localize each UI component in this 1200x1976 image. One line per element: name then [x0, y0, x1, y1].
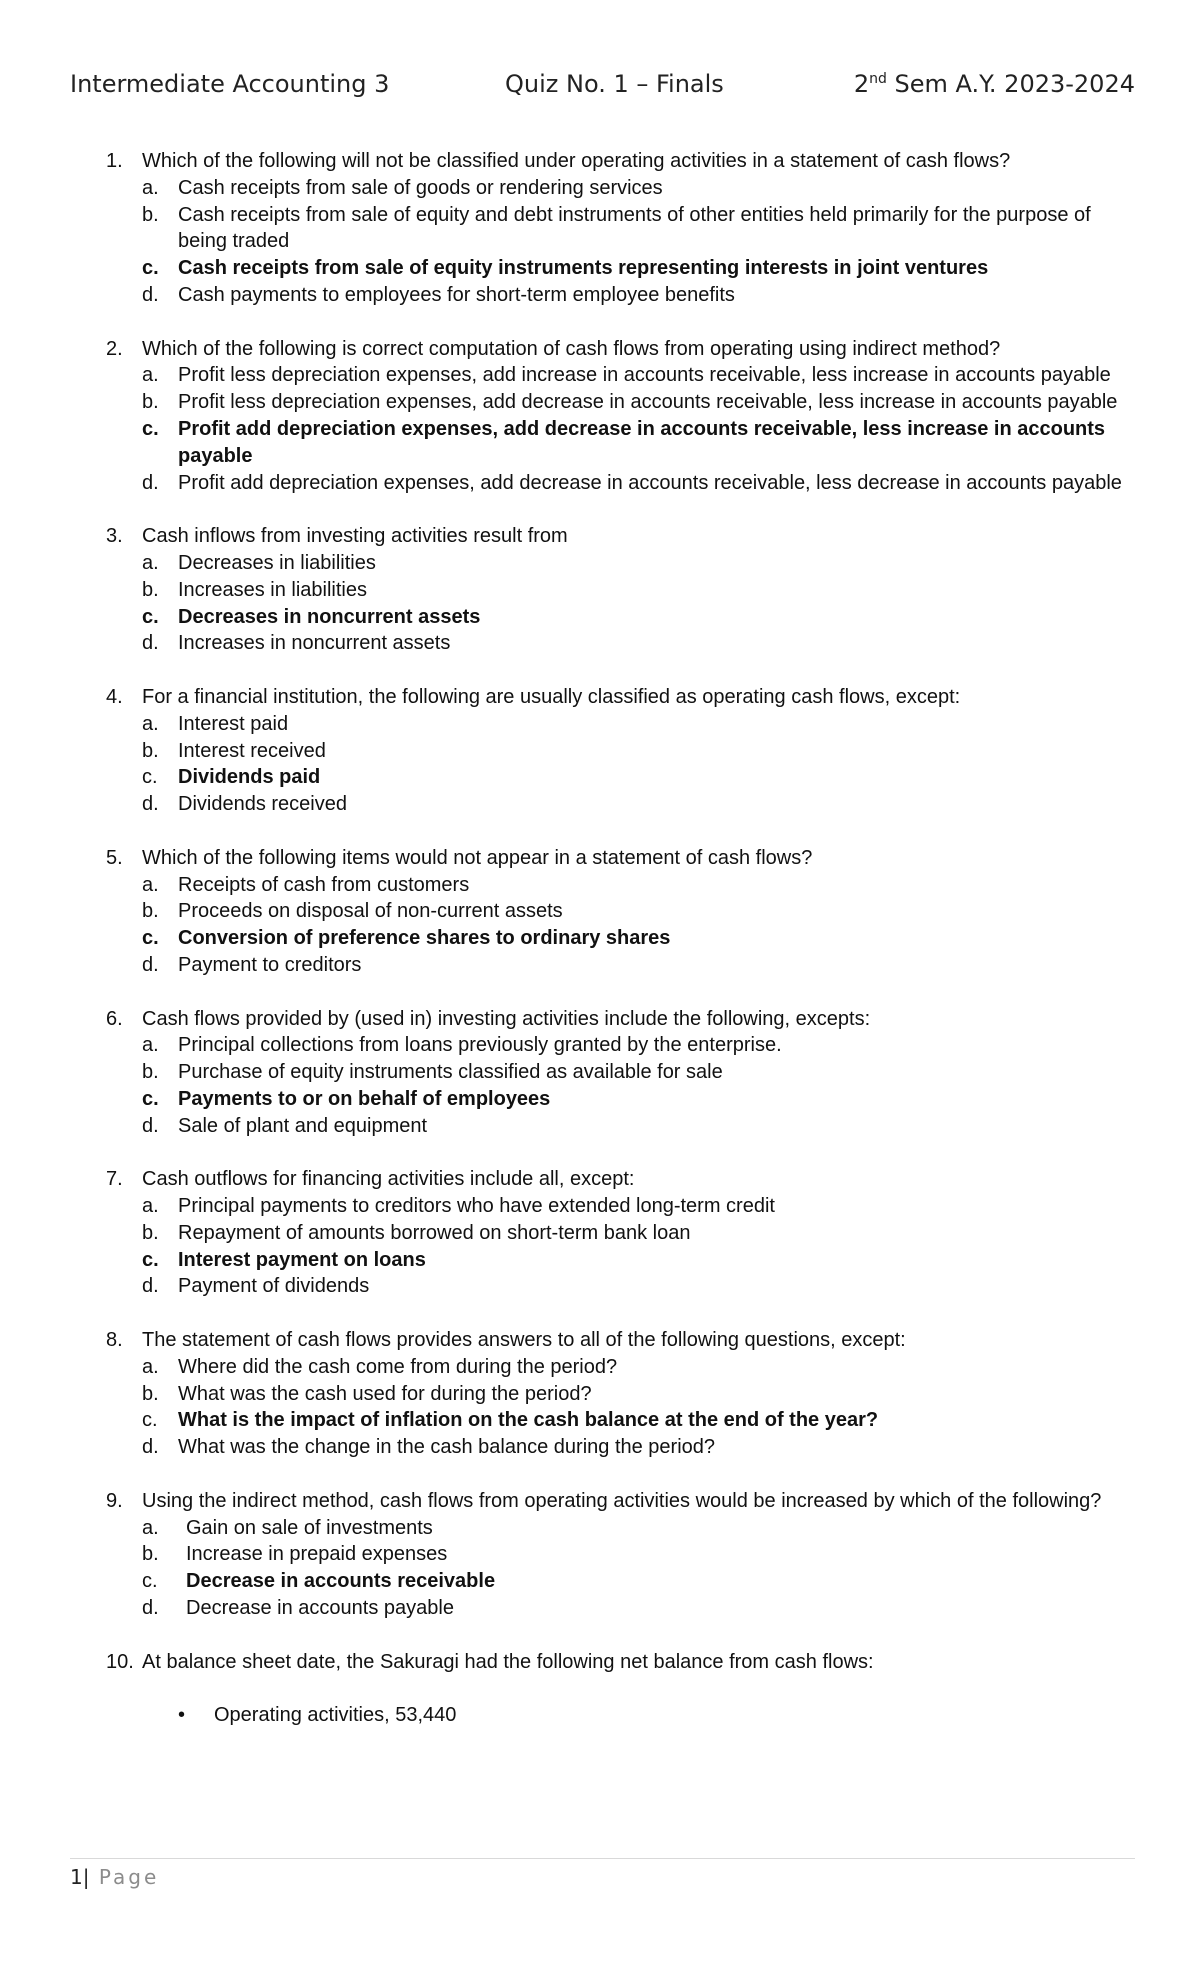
option-text: Purchase of equity instruments classified as available for sale: [178, 1061, 723, 1084]
question-6: [106, 1006, 1136, 1140]
option-a: [142, 872, 1136, 899]
question-2: [106, 336, 1136, 497]
option-text: Sale of plant and equipment: [178, 1114, 428, 1137]
option-text: Proceeds on disposal of non-current assets: [178, 900, 563, 923]
option-letter: c.: [142, 1409, 158, 1432]
question-number: 7.: [106, 1168, 123, 1191]
option-text: Payments to or on behalf of employees: [178, 1087, 551, 1110]
page-footer: [70, 1858, 1135, 1889]
option-letter: c.: [142, 1248, 159, 1271]
option-a: [142, 175, 1136, 202]
option-text: Decreases in noncurrent assets: [178, 605, 481, 628]
question-5: [106, 845, 1136, 979]
option-letter: b.: [142, 1061, 159, 1084]
option-letter: a.: [142, 1034, 159, 1057]
option-a: [142, 711, 1136, 738]
option-text: What was the change in the cash balance during the period?: [178, 1436, 716, 1459]
question-number: 10.: [106, 1650, 134, 1673]
question-3: [106, 523, 1136, 657]
option-letter: b.: [142, 203, 159, 226]
question-text: The statement of cash flows provides answers to all of the following questions, except:: [142, 1329, 906, 1352]
option-b: [142, 577, 1136, 604]
question-number: 8.: [106, 1329, 123, 1352]
page-separator: |: [82, 1865, 90, 1889]
question-text: Cash inflows from investing activities result from: [142, 525, 568, 548]
option-text: Cash payments to employees for short-term employee benefits: [178, 283, 735, 306]
option-text: Interest payment on loans: [178, 1248, 426, 1271]
option-letter: d.: [142, 953, 159, 976]
option-letter: a.: [142, 364, 159, 387]
option-text: Decrease in accounts payable: [186, 1597, 454, 1620]
option-a: [142, 1515, 1136, 1542]
bullet-list: [106, 1702, 1136, 1729]
option-text: Profit add depreciation expenses, add decrease in accounts receivable, less decrease in accounts payable: [178, 471, 1122, 494]
option-list: [106, 1515, 1136, 1622]
page-number-label: [70, 1865, 159, 1889]
semester-label: [854, 70, 1135, 98]
page-word: Page: [89, 1865, 160, 1889]
option-text: Interest paid: [178, 712, 289, 735]
option-letter: b.: [142, 578, 159, 601]
option-d: [142, 1273, 1136, 1300]
option-b: [142, 738, 1136, 765]
option-letter: b.: [142, 1221, 159, 1244]
semester-number: 2: [853, 70, 870, 98]
question-text: Using the indirect method, cash flows from operating activities would be increased by which of the following?: [142, 1489, 1102, 1512]
option-list: [106, 1354, 1136, 1461]
option-letter: c.: [142, 1570, 158, 1593]
semester-ordinal: nd: [869, 71, 887, 87]
option-d: [142, 1113, 1136, 1140]
option-letter: c.: [142, 257, 159, 280]
question-9: [106, 1488, 1136, 1622]
question-text: Cash outflows for financing activities include all, except:: [142, 1168, 635, 1191]
option-d: [142, 952, 1136, 979]
question-number: 5.: [106, 846, 123, 869]
option-letter: d.: [142, 793, 159, 816]
option-c-answer: [142, 764, 1136, 791]
question-number: 1.: [106, 150, 123, 172]
option-letter: d.: [142, 471, 159, 494]
option-b: [142, 1220, 1136, 1247]
option-text: Payment of dividends: [178, 1275, 370, 1298]
option-list: [106, 1032, 1136, 1139]
question-text: Cash flows provided by (used in) investing activities include the following, excepts:: [142, 1007, 871, 1030]
option-letter: a.: [142, 712, 159, 735]
option-letter: c.: [142, 605, 159, 628]
course-title: Intermediate Accounting 3: [70, 70, 390, 98]
question-number: 2.: [106, 337, 123, 360]
bullet-item: [178, 1702, 1136, 1729]
option-b: [142, 1059, 1136, 1086]
option-d: [142, 1434, 1136, 1461]
option-b: [142, 202, 1136, 256]
question-text: For a financial institution, the following are usually classified as operating cash flows, except:: [142, 685, 961, 708]
option-letter: c.: [142, 1087, 159, 1110]
option-c-answer: [142, 604, 1136, 631]
option-text: Profit less depreciation expenses, add increase in accounts receivable, less increase in accounts payable: [178, 364, 1111, 387]
option-c-answer: [142, 1407, 1136, 1434]
question-7: [106, 1166, 1136, 1300]
option-letter: b.: [142, 900, 159, 923]
option-letter: a.: [142, 1195, 159, 1218]
question-number: 9.: [106, 1489, 123, 1512]
option-text: Increases in noncurrent assets: [178, 632, 451, 655]
option-b: [142, 389, 1136, 416]
option-list: [106, 362, 1136, 496]
option-letter: c.: [142, 766, 158, 789]
option-a: [142, 550, 1136, 577]
option-b: [142, 1381, 1136, 1408]
option-text: Principal payments to creditors who have extended long-term credit: [178, 1195, 775, 1218]
question-text: Which of the following items would not appear in a statement of cash flows?: [142, 846, 813, 869]
page-header: [70, 70, 1135, 110]
option-text: Cash receipts from sale of equity and debt instruments of other entities held primarily for the purpose of being traded: [178, 203, 1091, 253]
question-8: [106, 1327, 1136, 1461]
option-text: Payment to creditors: [178, 953, 362, 976]
option-d: [142, 282, 1136, 309]
option-letter: d.: [142, 1597, 159, 1620]
option-letter: b.: [142, 1382, 159, 1405]
question-number: 6.: [106, 1007, 123, 1030]
option-text: Increases in liabilities: [178, 578, 367, 601]
option-c-answer: [142, 1568, 1136, 1595]
question-4: [106, 684, 1136, 818]
option-d: [142, 470, 1136, 497]
quiz-title: Quiz No. 1 – Finals: [505, 70, 724, 98]
option-d: [142, 1595, 1136, 1622]
option-text: Gain on sale of investments: [186, 1516, 433, 1539]
option-text: Decreases in liabilities: [178, 551, 376, 574]
page-number: 1: [70, 1865, 83, 1889]
option-text: Cash receipts from sale of equity instruments representing interests in joint ventures: [178, 257, 989, 280]
option-a: [142, 1032, 1136, 1059]
option-text: Increase in prepaid expenses: [186, 1543, 448, 1566]
option-b: [142, 898, 1136, 925]
option-letter: b.: [142, 1543, 159, 1566]
option-a: [142, 1193, 1136, 1220]
bullet-symbol: •: [178, 1704, 186, 1727]
question-text: Which of the following will not be classified under operating activities in a statement of cash flows?: [142, 150, 1011, 172]
option-text: Profit less depreciation expenses, add decrease in accounts receivable, less increase in accounts payable: [178, 391, 1118, 414]
option-letter: d.: [142, 283, 159, 306]
question-list: [106, 148, 1136, 1756]
question-number: 4.: [106, 685, 123, 708]
option-c-answer: [142, 255, 1136, 282]
question-10: [106, 1649, 1136, 1729]
semester-year: Sem A.Y. 2023-2024: [886, 70, 1135, 98]
option-list: [106, 175, 1136, 309]
option-letter: b.: [142, 391, 159, 414]
option-text: Profit add depreciation expenses, add decrease in accounts receivable, less increase in accounts payable: [178, 417, 1106, 467]
bullet-text: Operating activities, 53,440: [214, 1704, 457, 1727]
option-b: [142, 1541, 1136, 1568]
question-1: [106, 148, 1136, 309]
option-d: [142, 791, 1136, 818]
option-letter: a.: [142, 1355, 159, 1378]
question-text: At balance sheet date, the Sakuragi had the following net balance from cash flows:: [142, 1650, 874, 1673]
option-text: Decrease in accounts receivable: [186, 1570, 496, 1593]
option-letter: d.: [142, 1436, 159, 1459]
option-text: Dividends received: [178, 793, 347, 816]
option-c-answer: [142, 1086, 1136, 1113]
option-text: Receipts of cash from customers: [178, 873, 470, 896]
option-letter: d.: [142, 632, 159, 655]
option-text: What was the cash used for during the period?: [178, 1382, 592, 1405]
option-letter: a.: [142, 873, 159, 896]
option-letter: c.: [142, 927, 159, 950]
option-text: Interest received: [178, 739, 326, 762]
option-c-answer: [142, 1247, 1136, 1274]
option-text: Where did the cash come from during the period?: [178, 1355, 618, 1378]
option-letter: a.: [142, 176, 159, 199]
option-text: Cash receipts from sale of goods or rendering services: [178, 176, 663, 199]
option-list: [106, 872, 1136, 979]
option-a: [142, 362, 1136, 389]
option-a: [142, 1354, 1136, 1381]
option-text: Principal collections from loans previously granted by the enterprise.: [178, 1034, 782, 1057]
question-text: Which of the following is correct computation of cash flows from operating using indirect method?: [142, 337, 1001, 360]
option-letter: d.: [142, 1114, 159, 1137]
option-c-answer: [142, 416, 1136, 470]
option-letter: a.: [142, 551, 159, 574]
option-letter: c.: [142, 417, 159, 440]
option-text: Dividends paid: [178, 766, 321, 789]
option-text: Repayment of amounts borrowed on short-term bank loan: [178, 1221, 691, 1244]
option-d: [142, 630, 1136, 657]
question-number: 3.: [106, 525, 123, 548]
option-list: [106, 550, 1136, 657]
option-c-answer: [142, 925, 1136, 952]
option-letter: a.: [142, 1516, 159, 1539]
option-text: What is the impact of inflation on the cash balance at the end of the year?: [178, 1409, 879, 1432]
option-list: [106, 1193, 1136, 1300]
option-letter: b.: [142, 739, 159, 762]
option-letter: d.: [142, 1275, 159, 1298]
option-text: Conversion of preference shares to ordinary shares: [178, 927, 671, 950]
option-list: [106, 711, 1136, 818]
